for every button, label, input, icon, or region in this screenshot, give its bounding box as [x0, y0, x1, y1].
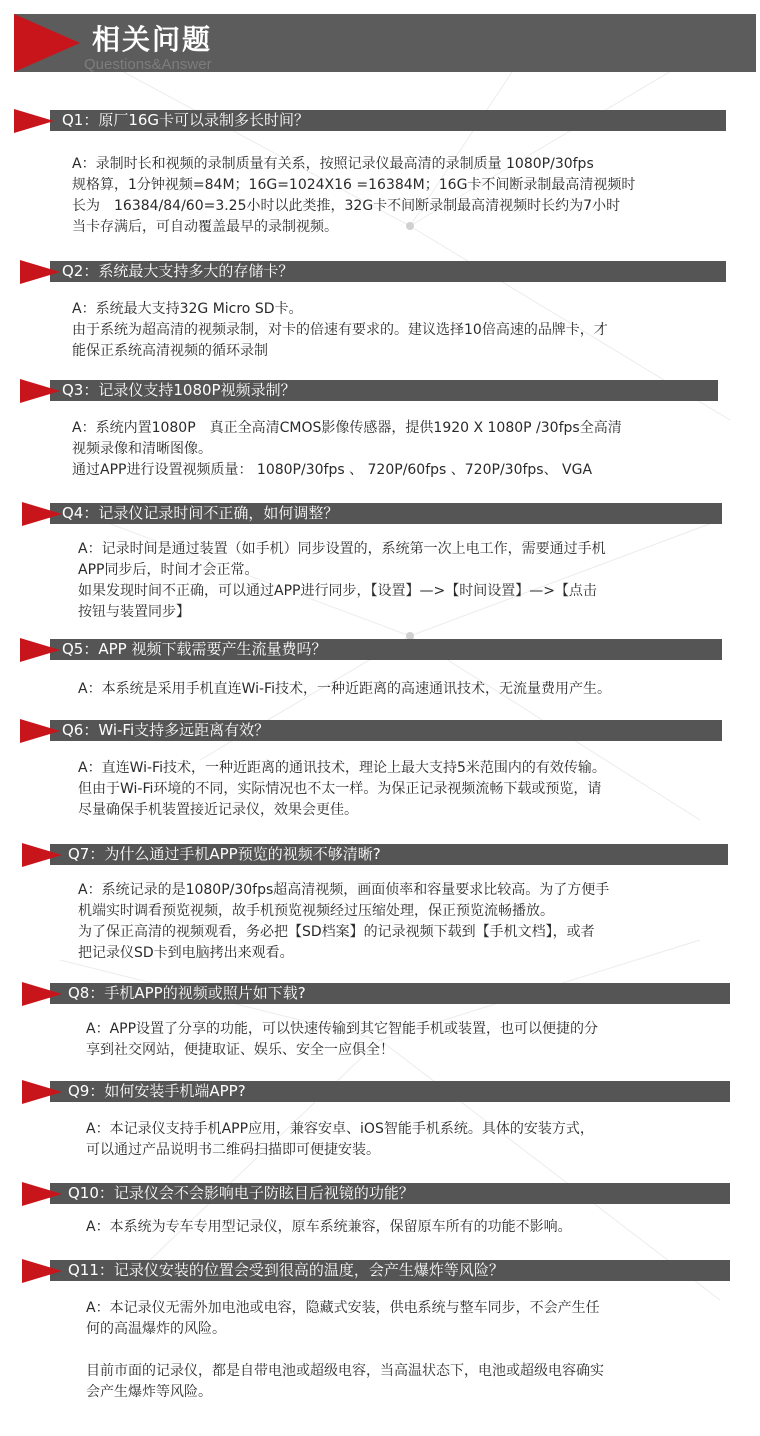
- red-arrow-icon: [22, 1259, 62, 1283]
- question-text: Q8：手机APP的视频或照片如下载?: [68, 984, 306, 1002]
- red-arrow-icon: [22, 1182, 62, 1206]
- red-arrow-icon: [14, 109, 54, 133]
- question-text: Q3：记录仪支持1080P视频录制？: [62, 381, 296, 399]
- question-text: Q1：原厂16G卡可以录制多长时间？: [62, 111, 310, 129]
- question-text: Q2：系统最大支持多大的存储卡？: [62, 262, 294, 280]
- answer-text: A：直连Wi-Fi技术，一种近距离的通讯技术，理论上最大支持5米范围内的有效传输。 但由于Wi-Fi环境的不同，实际情况也不太一样。为保正记录视频流畅下载或预览，请 尽量确保手机装置接近记录仪，效果会更佳。: [78, 760, 606, 818]
- section-title: 相关问题: [92, 23, 213, 56]
- answer-text: A：本系统是采用手机直连Wi-Fi技术，一种近距离的高速通讯技术，无流量费用产生。: [78, 681, 611, 697]
- question-text: Q4：记录仪记录时间不正确，如何调整？: [62, 504, 339, 522]
- red-arrow-icon: [22, 982, 62, 1006]
- red-arrow-icon: [22, 1080, 62, 1104]
- question-text: Q9：如何安装手机端APP?: [68, 1082, 246, 1100]
- answer-text: A：系统内置1080P 真正全高清CMOS影像传感器，提供1920 X 1080P /30fps全高清 视频录像和清晰图像。 通过APP进行设置视频质量： 1080P/30fps 、 720P/60fps 、720P/30fps、 VGA: [72, 420, 622, 478]
- answer-text: A：本记录仪支持手机APP应用，兼容安卓、iOS智能手机系统。具体的安装方式， 可以通过产品说明书二维码扫描即可便捷安装。: [86, 1121, 594, 1158]
- answer-text: A：系统最大支持32G Micro SD卡。 由于系统为超高清的视频录制，对卡的倍速有要求的。建议选择10倍高速的品牌卡，才 能保正系统高清视频的循环录制: [72, 301, 608, 359]
- red-arrow-icon: [20, 638, 60, 662]
- answer-text: A：系统记录的是1080P/30fps超高清视频，画面侦率和容量要求比较高。为了方便手 机端实时调看预览视频，故手机预览视频经过压缩处理，保正预览流畅播放。 为了保正高清的视频观看，务必把【SD档案】的记录视频下载到【手机文档】，或者 把记录仪SD卡到电脑拷出来观看。: [78, 882, 610, 961]
- red-arrow-icon: [20, 379, 60, 403]
- section-subtitle: Questions&Answer: [84, 56, 212, 73]
- question-text: Q11：记录仪安装的位置会受到很高的温度，会产生爆炸等风险？: [68, 1261, 504, 1279]
- answer-text: A：记录时间是通过装置（如手机）同步设置的，系统第一次上电工作，需要通过手机 APP同步后，时间才会正常。 如果发现时间不正确，可以通过APP进行同步，【设置】—>【时间设置】—>【点击 按钮与装置同步】: [78, 541, 606, 620]
- question-text: Q7：为什么通过手机APP预览的视频不够清晰?: [68, 845, 381, 863]
- answer-text: A：本记录仪无需外加电池或电容，隐藏式安装，供电系统与整车同步，不会产生任 何的高温爆炸的风险。 目前市面的记录仪，都是自带电池或超级电容，当高温状态下，电池或超级电容确实 会产生爆炸等风险。: [86, 1300, 604, 1400]
- red-arrow-icon: [20, 719, 60, 743]
- answer-text: A：本系统为专车专用型记录仪，原车系统兼容，保留原车所有的功能不影响。: [86, 1219, 572, 1235]
- header-arrow-icon: [14, 14, 80, 72]
- red-arrow-icon: [22, 502, 62, 526]
- answer-text: A：录制时长和视频的录制质量有关系，按照记录仪最高清的录制质量 1080P/30fps 规格算，1分钟视频=84M；16G=1024X16 =16384M；16G卡不间断录制最高清视频时 长为 16384/84/60=3.25小时以此类推，32G卡不间断录制最高清视频时长约为7小时 当卡存满后，可自动覆盖最早的录制视频。: [72, 156, 636, 235]
- answer-text: A：APP设置了分享的功能，可以快速传输到其它智能手机或装置，也可以便捷的分 享到社交网站，便捷取证、娱乐、安全一应俱全！: [86, 1021, 599, 1058]
- question-text: Q5：APP 视频下载需要产生流量费吗？: [62, 640, 327, 658]
- question-text: Q10：记录仪会不会影响电子防眩目后视镜的功能？: [68, 1184, 414, 1202]
- red-arrow-icon: [20, 260, 60, 284]
- question-text: Q6：Wi-Fi支持多远距离有效？: [62, 721, 270, 739]
- red-arrow-icon: [22, 843, 62, 867]
